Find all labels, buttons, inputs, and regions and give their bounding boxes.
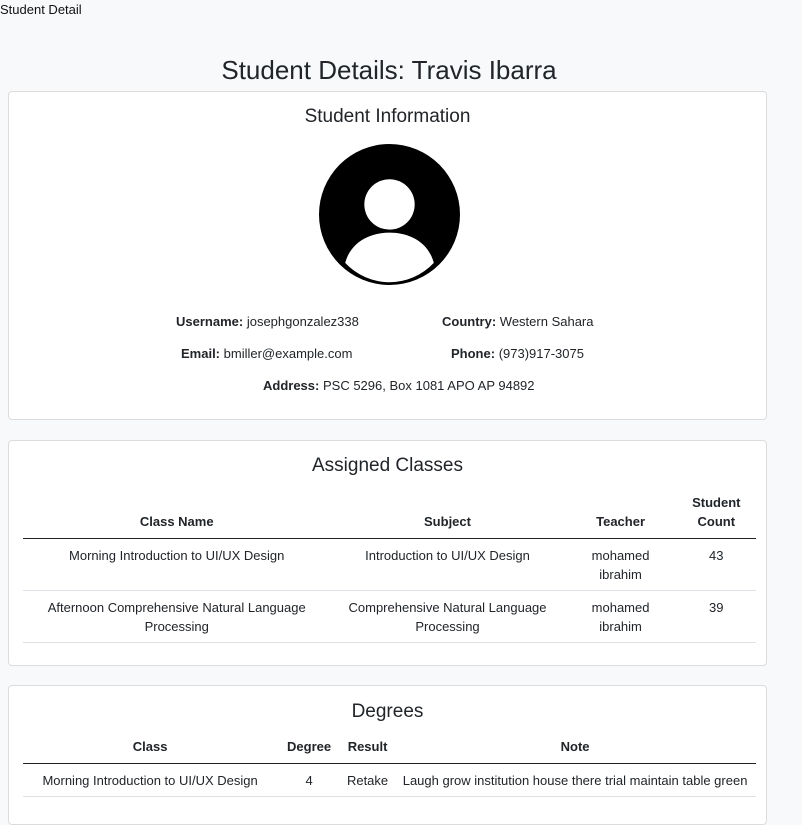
table-header-row	[23, 735, 756, 764]
username-label: Username:	[176, 314, 244, 329]
browser-tab-title: Student Detail	[0, 2, 82, 17]
email-label: Email:	[181, 346, 221, 361]
note-cell: Laugh grow institution house there trial maintain table green	[394, 764, 756, 797]
address-label: Address:	[263, 378, 320, 393]
address-row	[263, 378, 535, 393]
email-value: bmiller@example.com	[223, 346, 353, 361]
column-header-teacher: Teacher	[565, 489, 677, 539]
degrees-heading: Degrees	[351, 701, 424, 722]
class-name-cell: Afternoon Comprehensive Natural Language Processing	[23, 591, 330, 643]
country-label: Country:	[442, 314, 497, 329]
teacher-cell: mohamed ibrahim	[565, 539, 677, 591]
address-value: PSC 5296, Box 1081 APO AP 94892	[322, 378, 535, 393]
column-header-subject: Subject	[330, 489, 564, 539]
phone-label: Phone:	[451, 346, 496, 361]
student-count-cell: 43	[677, 539, 756, 591]
assigned-classes-heading: Assigned Classes	[311, 455, 464, 476]
column-header-student-count: Student Count	[677, 489, 756, 539]
degree-cell: 4	[277, 764, 341, 797]
page-title: Student Details: Travis Ibarra	[221, 55, 557, 85]
phone-row	[451, 346, 584, 361]
phone-value: (973)917-3075	[498, 346, 584, 361]
teacher-cell: mohamed ibrahim	[565, 591, 677, 643]
table-row	[23, 539, 756, 591]
class-name-cell: Morning Introduction to UI/UX Design	[23, 539, 330, 591]
table-row	[23, 764, 756, 797]
username-value: josephgonzalez338	[246, 314, 359, 329]
class-cell: Morning Introduction to UI/UX Design	[23, 764, 277, 797]
country-row	[442, 314, 594, 329]
student-count-cell: 39	[677, 591, 756, 643]
student-information-heading: Student Information	[304, 106, 471, 127]
student-information-card	[8, 91, 767, 420]
degrees-card	[8, 685, 767, 825]
subject-cell: Comprehensive Natural Language Processing	[330, 591, 564, 643]
email-row	[181, 346, 352, 361]
column-header-degree: Degree	[277, 735, 341, 764]
column-header-note: Note	[394, 735, 756, 764]
column-header-class: Class	[23, 735, 277, 764]
assigned-classes-table	[23, 489, 756, 643]
column-header-result: Result	[341, 735, 394, 764]
result-cell: Retake	[341, 764, 394, 797]
username-row	[176, 314, 359, 329]
country-value: Western Sahara	[499, 314, 594, 329]
table-header-row	[23, 489, 756, 539]
subject-cell: Introduction to UI/UX Design	[330, 539, 564, 591]
column-header-class-name: Class Name	[23, 489, 330, 539]
table-row	[23, 591, 756, 643]
person-circle-icon	[319, 144, 460, 285]
assigned-classes-card	[8, 440, 767, 666]
